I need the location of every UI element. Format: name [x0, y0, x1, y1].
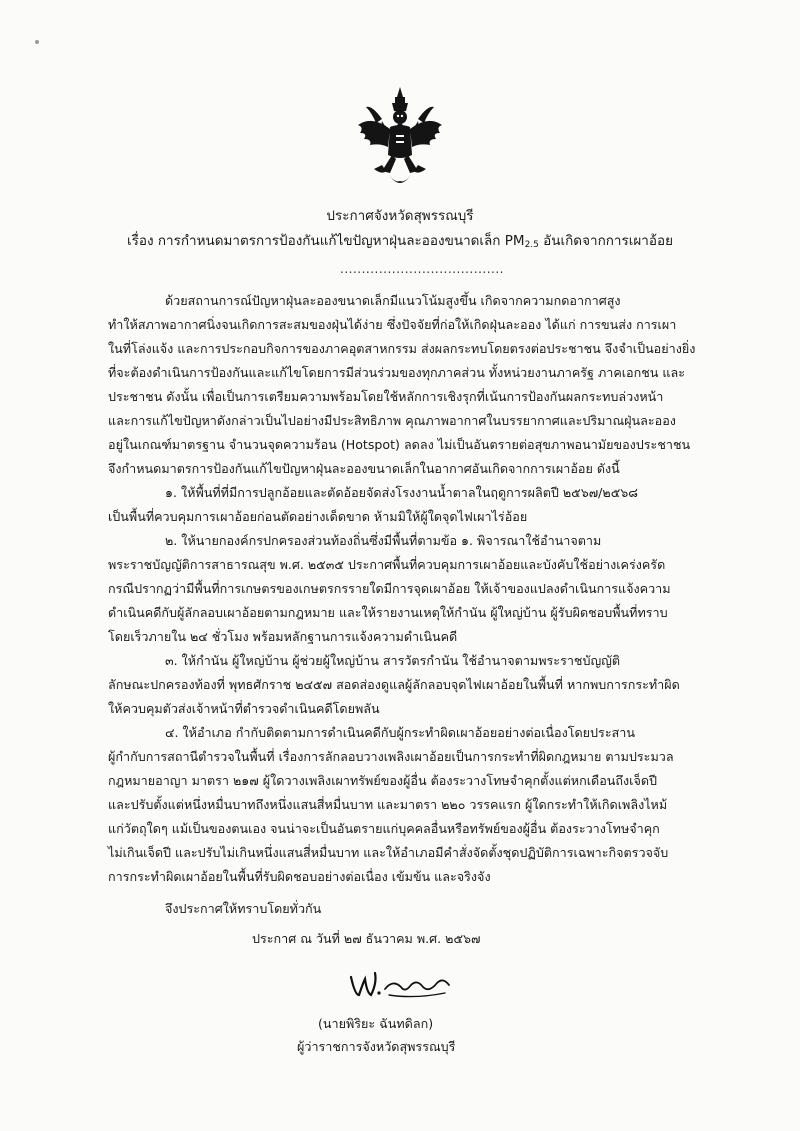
signer-name: (นายพิริยะ ฉันทดิลก)	[318, 1016, 434, 1031]
body-line: และการแก้ไขปัญหาดังกล่าวเป็นไปอย่างมีประสิทธิภาพ คุณภาพอากาศในบรรยากาศและปริมาณฝุ่นละออง	[108, 413, 676, 428]
signature-icon	[345, 965, 455, 1005]
body-line: ๓. ให้กำนัน ผู้ใหญ่บ้าน ผู้ช่วยผู้ใหญ่บ้าน สารวัตรกำนัน ใช้อำนาจตามพระราชบัญญัติ	[165, 653, 621, 668]
subject-line	[60, 232, 740, 254]
body-line: ไม่เกินเจ็ดปี และปรับไม่เกินหนึ่งแสนสี่หมื่นบาท และให้อำเภอมีคำสั่งจัดตั้งชุดปฏิบัติการเฉพาะกิจตรวจจับ	[108, 845, 669, 860]
body-line: และปรับตั้งแต่หนึ่งหมื่นบาทถึงหนึ่งแสนสี่หมื่นบาท และมาตรา ๒๒๐ วรรคแรก ผู้ใดกระทำให้เกิดเพลิงไหม้	[108, 797, 668, 812]
body-line: พระราชบัญญัติการสาธารณสุข พ.ศ. ๒๕๓๕ ประกาศพื้นที่ควบคุมการเผาอ้อยและบังคับใช้อย่างเคร่งครัด	[108, 557, 666, 572]
body-line: ดำเนินคดีกับผู้ลักลอบเผาอ้อยตามกฎหมาย และให้รายงานเหตุให้กำนัน ผู้ใหญ่บ้าน ผู้รับผิดชอบพื้นที่ทราบ	[108, 605, 668, 620]
body-line: ให้ควบคุมตัวส่งเจ้าหน้าที่ตำรวจดำเนินคดีโดยพลัน	[108, 701, 380, 716]
body-line: ลักษณะปกครองท้องที่ พุทธศักราช ๒๔๕๗ สอดส่องดูแลผู้ลักลอบจุดไฟเผาอ้อยในพื้นที่ หากพบการกระทำผิด	[108, 677, 680, 692]
separator: ......................................	[340, 262, 504, 276]
body-line: โดยเร็วภายใน ๒๔ ชั่วโมง พร้อมหลักฐานการแจ้งความดำเนินคดี	[108, 629, 458, 644]
body-line: การกระทำผิดเผาอ้อยในพื้นที่รับผิดชอบอย่างต่อเนื่อง เข้มข้น และจริงจัง	[108, 869, 491, 884]
scan-speck	[35, 40, 39, 44]
body-line: จึงกำหนดมาตรการป้องกันแก้ไขปัญหาฝุ่นละอองขนาดเล็กในอากาศอันเกิดจากการเผาอ้อย ดังนี้	[108, 461, 620, 476]
garuda-emblem-icon	[352, 85, 448, 193]
body-line: กฎหมายอาญา มาตรา ๒๑๗ ผู้ใดวางเพลิงเผาทรัพย์ของผู้อื่น ต้องระวางโทษจำคุกตั้งแต่หกเดือนถึงเจ็ดปี	[108, 773, 658, 788]
signer-title: ผู้ว่าราชการจังหวัดสุพรรณบุรี	[297, 1039, 456, 1054]
pm-subscript: 2.5	[524, 240, 539, 250]
body-line: ผู้กำกับการสถานีตำรวจในพื้นที่ เรื่องการลักลอบวางเพลิงเผาอ้อยเป็นการกระทำที่ผิดกฎหมาย ตามประมวล	[108, 749, 674, 764]
body-line: ด้วยสถานการณ์ปัญหาฝุ่นละอองขนาดเล็กมีแนวโน้มสูงขึ้น เกิดจากความกดอากาศสูง	[165, 293, 621, 308]
body-line: ประชาชน ดังนั้น เพื่อเป็นการเตรียมความพร้อมโดยใช้หลักการเชิงรุกที่เน้นการป้องกันผลกระทบล่วงหน้า	[108, 389, 664, 404]
body-line: อยู่ในเกณฑ์มาตรฐาน จำนวนจุดความร้อน (Hotspot) ลดลง ไม่เป็นอันตรายต่อสุขภาพอนามัยของประชาชน	[108, 437, 691, 452]
body-line: ที่จะต้องดำเนินการป้องกันและแก้ไขโดยการมีส่วนร่วมของทุกภาคส่วน ทั้งหน่วยงานภาครัฐ ภาคเอกชน และ	[108, 365, 686, 380]
body-line: เป็นพื้นที่ควบคุมการเผาอ้อยก่อนตัดอย่างเด็ดขาด ห้ามมิให้ผู้ใดจุดไฟเผาไร่อ้อย	[108, 509, 528, 524]
body-line: จึงประกาศให้ทราบโดยทั่วกัน	[165, 901, 322, 916]
body-line: แก่วัตถุใดๆ แม้เป็นของตนเอง จนน่าจะเป็นอันตรายแก่บุคคลอื่นหรือทรัพย์ของผู้อื่น ต้องระวางโทษจำคุก	[108, 821, 660, 836]
subject-suffix: อันเกิดจากการเผาอ้อย	[538, 233, 673, 249]
body-line: ทำให้สภาพอากาศนิ่งจนเกิดการสะสมของฝุ่นได้ง่าย ซึ่งปัจจัยที่ก่อให้เกิดฝุ่นละออง ได้แก่ การขนส่ง การเผา	[108, 317, 677, 332]
body-line: ๒. ให้นายกองค์กรปกครองส่วนท้องถิ่นซึ่งมีพื้นที่ตามข้อ ๑. พิจารณาใช้อำนาจตาม	[165, 533, 602, 548]
subject-text: เรื่อง การกำหนดมาตรการป้องกันแก้ไขปัญหาฝุ่นละอองขนาดเล็ก PM	[127, 233, 525, 249]
announcement-date: ประกาศ ณ วันที่ ๒๗ ธันวาคม พ.ศ. ๒๕๖๗	[252, 931, 481, 946]
body-line: ในที่โล่งแจ้ง และการประกอบกิจการของภาคอุตสาหกรรม ส่งผลกระทบโดยตรงต่อประชาชน จึงจำเป็นอย่างยิ่ง	[108, 341, 696, 356]
body-line: ๔. ให้อำเภอ กำกับติดตามการดำเนินคดีกับผู้กระทำผิดเผาอ้อยอย่างต่อเนื่องโดยประสาน	[165, 725, 635, 740]
body-line: กรณีปรากฏว่ามีพื้นที่การเกษตรของเกษตรกรรายใดมีการจุดเผาอ้อย ให้เจ้าของแปลงดำเนินการแจ้งความ	[108, 581, 671, 596]
issuer-title: ประกาศจังหวัดสุพรรณบุรี	[326, 208, 474, 224]
body-line: ๑. ให้พื้นที่ที่มีการปลูกอ้อยและตัดอ้อยจัดส่งโรงงานน้ำตาลในฤดูการผลิตปี ๒๕๖๗/๒๕๖๘	[165, 485, 638, 500]
